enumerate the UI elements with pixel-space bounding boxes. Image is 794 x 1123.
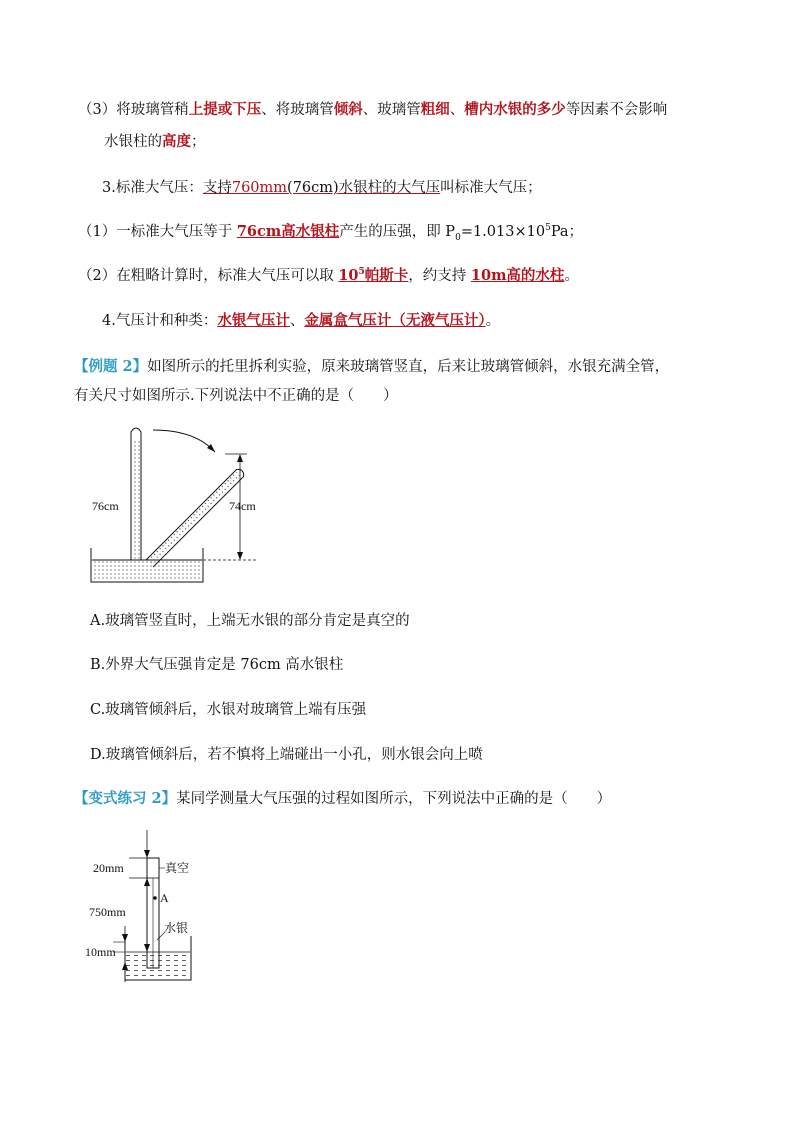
highlight-76cm: 76cm高水银柱: [236, 223, 340, 240]
superscript: 5: [545, 223, 551, 234]
sub2-line: [78, 266, 579, 286]
highlight-water-column: 10m高的水柱: [470, 267, 565, 284]
text: 、玻璃管: [362, 102, 421, 118]
highlight-raise-lower: 上提或下压: [188, 101, 262, 118]
text: 等因素不会影响: [565, 102, 668, 118]
text: 、: [449, 102, 465, 118]
sec4-line: [102, 311, 500, 331]
text: （1）一标准大气压等于: [78, 224, 237, 240]
barometer-figure: [85, 828, 215, 988]
label-10mm: 10mm: [85, 945, 116, 959]
text: 水银柱的: [104, 134, 162, 150]
label-74cm: 74cm: [229, 499, 256, 513]
subscript: 0: [455, 232, 461, 243]
text: 支持: [202, 180, 232, 196]
text: (76cm)水银柱的大气压: [287, 180, 441, 196]
item3-line1: [78, 100, 667, 120]
label-mercury: 水银: [164, 921, 189, 935]
superscript: 5: [358, 267, 365, 278]
example-tag: 【例题 2】: [74, 358, 148, 375]
highlight-thickness: 粗细: [420, 101, 450, 118]
text: Pa；: [550, 224, 584, 240]
label-point-a: A: [160, 891, 169, 905]
practice-tag: 【变式练习 2】: [74, 790, 177, 807]
text: 。: [485, 313, 501, 329]
label-20mm: 20mm: [93, 861, 124, 875]
text: 叫标准大气压；: [440, 180, 542, 196]
highlight-aneroid-barometer: 金属盒气压计（无液气压计）: [304, 312, 486, 329]
text: 如图所示的托里拆利实验，原来玻璃管竖直，后来让玻璃管倾斜，水银充满全管，: [147, 359, 670, 375]
label-76cm: 76cm: [92, 499, 119, 513]
underlined-definition: [203, 180, 440, 196]
option-a: A.玻璃管竖直时，上端无水银的部分肯定是真空的: [90, 613, 410, 629]
highlight-mercury-amount: 槽内水银的多少: [464, 101, 566, 118]
text: 某同学测量大气压强的过程如图所示，下列说法中正确的是（ ）: [176, 791, 612, 807]
text: （2）在粗略计算时，标准大气压可以取: [78, 268, 339, 284]
text: 3.标准大气压：: [102, 180, 203, 196]
example2-line2: 有关尺寸如图所示.下列说法中不正确的是（ ）: [74, 388, 398, 404]
sub1-line: [78, 222, 583, 242]
text: =1.013×10: [460, 224, 546, 240]
practice2-line: [74, 789, 611, 809]
highlight-760mm: 760mm: [231, 180, 288, 196]
label-750mm: 750mm: [89, 905, 126, 919]
text: 4.气压计和种类：: [102, 313, 218, 329]
option-b: B.外界大气压强肯定是 76cm 高水银柱: [90, 657, 344, 673]
sec3-line: [102, 178, 542, 198]
highlight-mercury-barometer: 水银气压计: [217, 312, 290, 329]
option-d: D.玻璃管倾斜后，若不慎将上端碰出一小孔，则水银会向上喷: [90, 747, 483, 763]
label-vacuum: 真空: [165, 861, 190, 875]
highlight-height: 高度: [162, 133, 191, 150]
text: ，约支持: [408, 268, 471, 284]
text: 帕斯卡: [364, 267, 409, 284]
text: 10: [338, 267, 359, 284]
text: 。: [564, 268, 579, 284]
option-c: C.玻璃管倾斜后，水银对玻璃管上端有压强: [90, 702, 367, 718]
example2-line1: [74, 357, 669, 377]
text: 产生的压强，即 P: [339, 224, 456, 240]
text: ；: [191, 134, 206, 150]
text: （3）将玻璃管稍: [78, 102, 189, 118]
text: 、将玻璃管: [261, 102, 334, 118]
torricelli-figure: [85, 420, 300, 590]
text: 、: [289, 313, 305, 329]
highlight-pascal: [338, 267, 408, 284]
item3-line2: [104, 132, 206, 152]
highlight-tilt: 倾斜: [333, 101, 363, 118]
